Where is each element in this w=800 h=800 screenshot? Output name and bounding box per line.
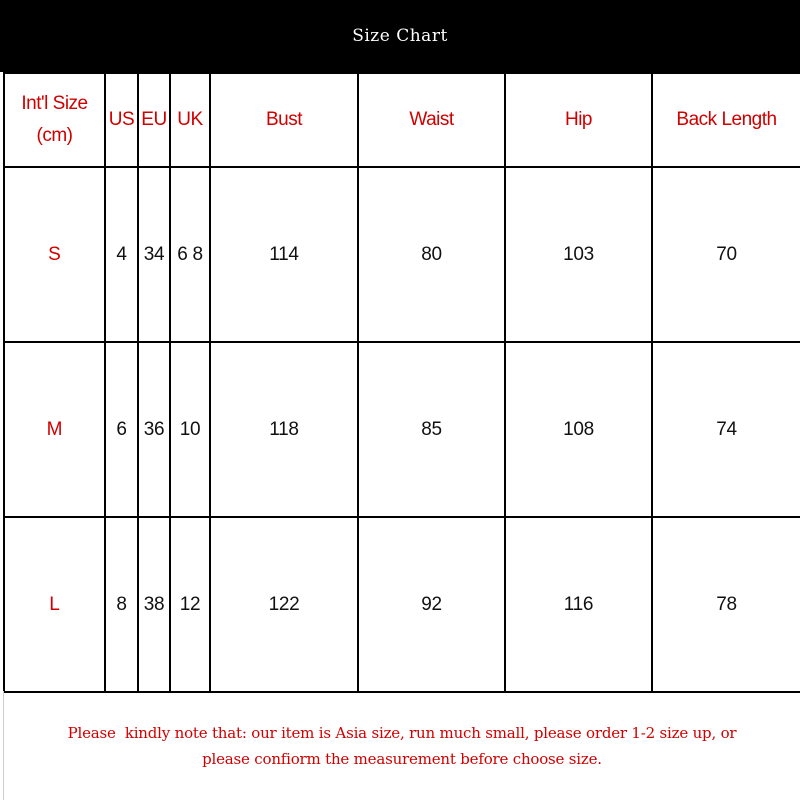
table-row-m xyxy=(4,342,800,517)
title-bar xyxy=(0,0,800,72)
header-hip: Hip xyxy=(505,73,652,167)
back-length-value: 70 xyxy=(652,167,800,342)
waist-value: 85 xyxy=(358,342,505,517)
hip-value: 103 xyxy=(505,167,652,342)
header-eu: EU xyxy=(138,73,170,167)
size-table xyxy=(3,72,800,693)
header-intl-size-label: Int'l Size xyxy=(21,93,88,114)
size-note xyxy=(3,691,800,800)
size-label: M xyxy=(4,342,105,517)
hip-value: 108 xyxy=(505,342,652,517)
size-label: L xyxy=(4,517,105,692)
uk-value: 12 xyxy=(170,517,210,692)
eu-value: 34 xyxy=(138,167,170,342)
size-label: S xyxy=(4,167,105,342)
uk-value: 6 8 xyxy=(170,167,210,342)
table-row-s xyxy=(4,167,800,342)
header-row xyxy=(4,73,800,167)
waist-value: 92 xyxy=(358,517,505,692)
header-intl-size xyxy=(4,73,105,167)
header-intl-size-unit: (cm) xyxy=(36,125,73,146)
chart-title: Size Chart xyxy=(352,26,448,46)
header-waist: Waist xyxy=(358,73,505,167)
hip-value: 116 xyxy=(505,517,652,692)
table-row-l xyxy=(4,517,800,692)
uk-value: 10 xyxy=(170,342,210,517)
bust-value: 122 xyxy=(210,517,358,692)
eu-value: 38 xyxy=(138,517,170,692)
back-length-value: 78 xyxy=(652,517,800,692)
us-value: 4 xyxy=(105,167,138,342)
waist-value: 80 xyxy=(358,167,505,342)
bust-value: 114 xyxy=(210,167,358,342)
back-length-value: 74 xyxy=(652,342,800,517)
header-us: US xyxy=(105,73,138,167)
bust-value: 118 xyxy=(210,342,358,517)
eu-value: 36 xyxy=(138,342,170,517)
header-bust: Bust xyxy=(210,73,358,167)
header-back-length: Back Length xyxy=(652,73,800,167)
us-value: 6 xyxy=(105,342,138,517)
header-uk: UK xyxy=(170,73,210,167)
note-line-2: please confiorm the measurement before choose size. xyxy=(202,749,602,768)
us-value: 8 xyxy=(105,517,138,692)
note-line-1: Please kindly note that: our item is Asia size, run much small, please order 1-2 size up, or xyxy=(67,723,737,742)
